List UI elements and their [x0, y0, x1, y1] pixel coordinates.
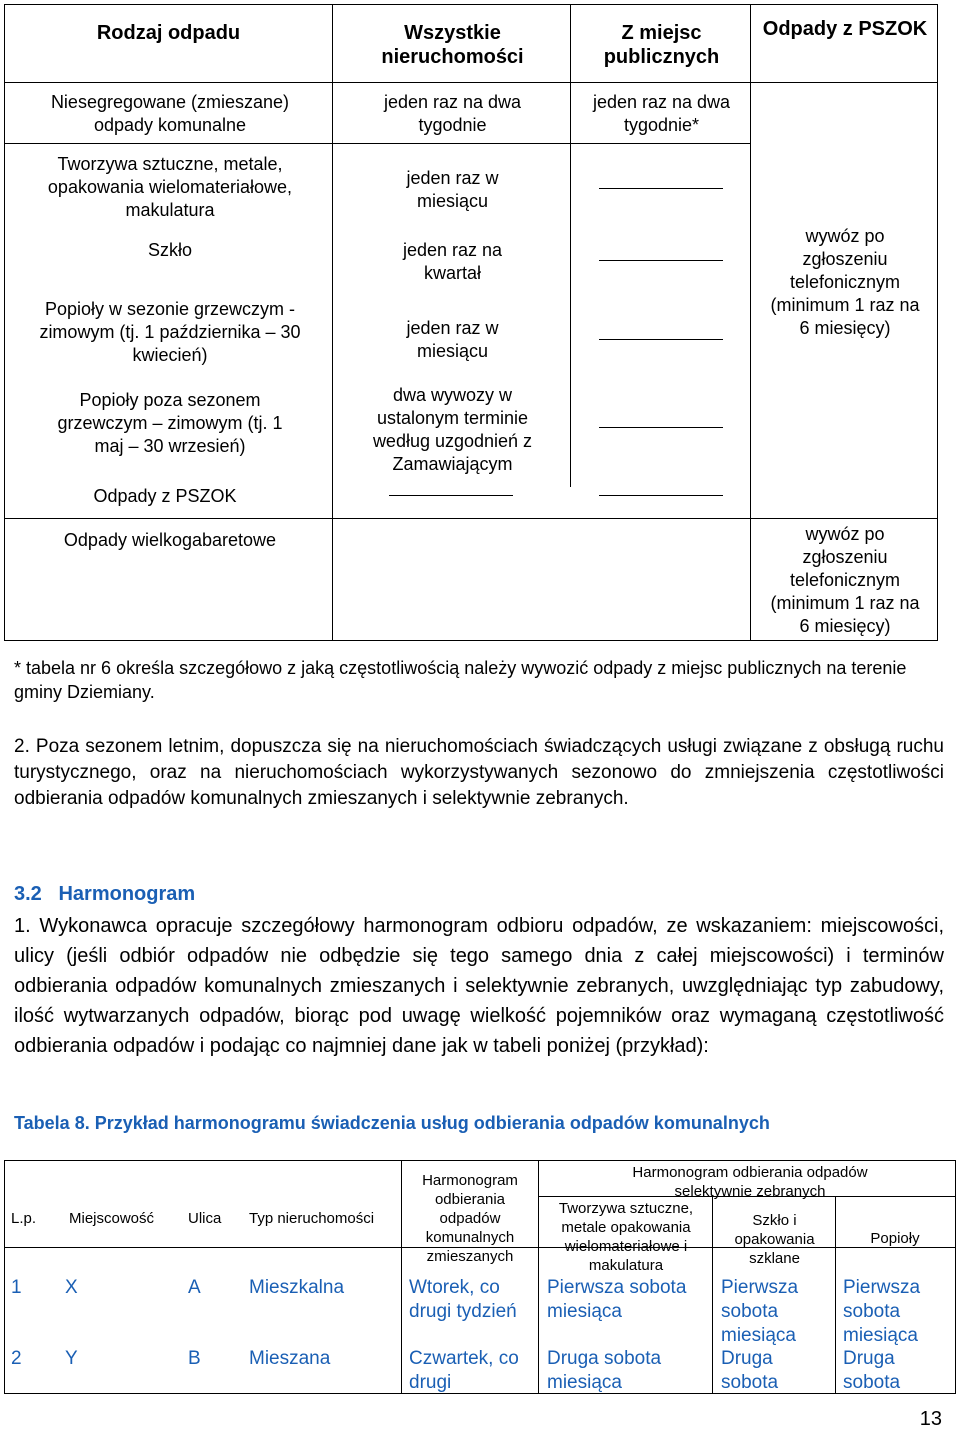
table-divider — [332, 5, 333, 640]
table-divider — [835, 1196, 836, 1393]
table-divider — [5, 518, 937, 519]
row2-ash: Druga sobota — [843, 1348, 901, 1393]
row2-type: Mieszana — [249, 1348, 331, 1369]
schedule-table — [4, 1160, 956, 1394]
header-waste-type: Rodzaj odpadu — [96, 22, 241, 44]
header-mixed-schedule: Harmonogram odbierania odpadów komunalnych zmieszanych — [422, 1172, 518, 1265]
page-number: 13 — [919, 1408, 942, 1430]
table-divider — [570, 5, 571, 487]
waste-type-mixed: Niesegregowane (zmieszane) odpady komunalne — [50, 92, 290, 135]
row1-glass: Pierwsza sobota miesiąca — [721, 1277, 799, 1346]
waste-type-bulky: Odpady wielkogabaretowe — [63, 530, 277, 550]
waste-type-ash-summer: Popioły poza sezonem grzewczym – zimowym (tj. 1 maj – 30 wrzesień) — [57, 390, 283, 456]
header-pszok: Odpady z PSZOK — [762, 18, 928, 40]
waste-type-pszok: Odpady z PSZOK — [93, 486, 237, 506]
row1-ash: Pierwsza sobota miesiąca — [843, 1277, 921, 1346]
header-public-places: Z miejsc publicznych — [603, 22, 720, 68]
freq-all-plastics: jeden raz w miesiącu — [406, 168, 499, 211]
header-glass: Szkło i opakowania szklane — [734, 1212, 815, 1267]
header-street: Ulica — [188, 1210, 222, 1227]
waste-type-plastics: Tworzywa sztuczne, metale, opakowania wielomateriałowe, makulatura — [47, 154, 293, 220]
table-divider — [401, 1161, 402, 1393]
table-divider — [5, 82, 937, 83]
dash-line — [599, 339, 723, 340]
waste-type-glass: Szkło — [147, 240, 192, 260]
header-property-type: Typ nieruchomości — [249, 1210, 375, 1227]
header-lp: L.p. — [11, 1210, 37, 1227]
header-ash: Popioły — [870, 1230, 920, 1247]
dash-line — [599, 427, 723, 428]
freq-public-mixed: jeden raz na dwa tygodnie* — [592, 92, 731, 135]
freq-all-ash-winter: jeden raz w miesiącu — [406, 318, 499, 361]
section-title: Harmonogram — [58, 883, 196, 905]
paragraph-3: 1. Wykonawca opracuje szczegółowy harmonogram odbioru odpadów, ze wskazaniem: miejscowości, ulicy (jeśli odbiór odpadów nie odbędzie się tego samego dnia z całej miejscowości) i terminów odbierania odpadów komunalnych zmieszanych i selektywnie zebranych, uwzględniając typ zabudowy, ilość wytwarzanych odpadów, biorąc pod uwagę wielkość pojemników oraz wymaganą częstotliwość odbierania odpadów i podając co najmniej dane jak w tabeli poniżej (przykład): — [14, 915, 944, 1057]
freq-all-mixed: jeden raz na dwa tygodnie — [383, 92, 522, 135]
freq-all-ash-summer: dwa wywozy w ustalonym terminie według uzgodnień z Zamawiającym — [372, 385, 533, 474]
header-town: Miejscowość — [69, 1210, 155, 1227]
row1-mixed: Wtorek, co drugi tydzień — [409, 1277, 517, 1322]
header-plastics: Tworzywa sztuczne, metale opakowania wielomateriałowe i makulatura — [558, 1200, 694, 1274]
row1-town: X — [65, 1277, 78, 1298]
row1-street: A — [188, 1277, 201, 1298]
row2-glass: Druga sobota — [721, 1348, 779, 1393]
pszok-merged-cell: wywóz po zgłoszeniu telefonicznym (minimum 1 raz na 6 miesięcy) — [770, 226, 920, 338]
dash-line — [599, 188, 723, 189]
row1-type: Mieszkalna — [249, 1277, 345, 1298]
row2-lp: 2 — [11, 1348, 22, 1369]
table-divider — [712, 1196, 713, 1393]
row2-plastics: Druga sobota miesiąca — [547, 1348, 662, 1393]
row2-street: B — [188, 1348, 201, 1369]
footnote: * tabela nr 6 określa szczegółowo z jaką częstotliwością należy wywozić odpady z miejsc publicznych na terenie gminy Dziemiany. — [14, 658, 907, 702]
pszok-bulky-cell: wywóz po zgłoszeniu telefonicznym (minimum 1 raz na 6 miesięcy) — [770, 524, 920, 636]
waste-type-ash-winter: Popioły w sezonie grzewczym - zimowym (tj. 1 października – 30 kwiecień) — [39, 299, 301, 365]
section-number: 3.2 — [14, 883, 42, 905]
row2-mixed: Czwartek, co drugi — [409, 1348, 519, 1393]
row2-town: Y — [65, 1348, 78, 1369]
dash-line — [599, 495, 723, 496]
header-selective-schedule: Harmonogram odbierania odpadów selektywnie zebranych — [632, 1164, 868, 1200]
frequency-table — [4, 4, 938, 641]
table-caption: Tabela 8. Przykład harmonogramu świadczenia usług odbierania odpadów komunalnych — [14, 1113, 770, 1133]
paragraph-2: 2. Poza sezonem letnim, dopuszcza się na nieruchomościach świadczących usługi związane z obsługą ruchu turystycznego, oraz na nieruchomościach wykorzystywanych sezonowo do zmniejszenia częstotliwości odbierania odpadów komunalnych zmieszanych i selektywnie zebranych. — [14, 736, 944, 809]
table-divider — [5, 143, 750, 144]
header-all-properties: Wszystkie nieruchomości — [381, 22, 524, 68]
row1-plastics: Pierwsza sobota miesiąca — [547, 1277, 687, 1322]
dash-line — [599, 260, 723, 261]
section-heading — [14, 882, 195, 906]
freq-all-glass: jeden raz na kwartał — [402, 240, 503, 283]
dash-line — [389, 495, 513, 496]
row1-lp: 1 — [11, 1277, 22, 1298]
table-divider — [750, 5, 751, 640]
